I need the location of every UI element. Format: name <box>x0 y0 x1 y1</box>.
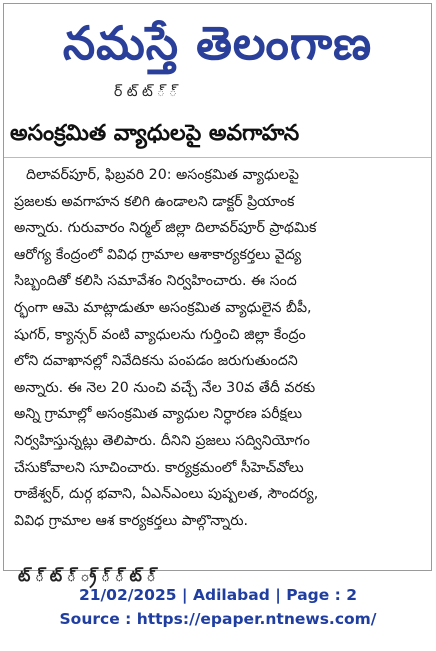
masthead <box>4 4 431 82</box>
cut-off-bottom-text <box>4 564 431 585</box>
cut-off-top-fragment: ర్ ట్ ట్ ్ ్ <box>114 84 177 100</box>
article-line: ర్భంగా ఆమె మాట్లాడుతూ అసంక్రమిత వ్యాధులైన బీపీ, <box>14 299 312 316</box>
article-headline: అసంక్రమిత వ్యాధులపై అవగాహన <box>10 121 300 146</box>
article-line: సిబ్బందితో కలిసి సమావేశం నిర్వహించారు. ఈ సంద <box>14 273 297 290</box>
article-line: అన్నారు. గురువారం నిర్మల్ జిల్లా దిలావర్‌పూర్ ప్రాథమిక <box>14 220 317 237</box>
article-line: నిర్వహిస్తున్నట్లు తెలిపారు. దీనిని ప్రజలు సద్వినియోగం <box>14 432 310 449</box>
cut-off-top-text <box>4 84 431 106</box>
article-line: చేసుకోవాలని సూచించారు. కార్యక్రమంలో సీహెచ్‌వోలు <box>14 459 304 476</box>
article-line: లోని దవాఖానల్లో నివేదికను పంపడం జరుగుతుందని <box>14 353 298 370</box>
article-line: అన్నారు. ఈ నెల 20 నుంచి వచ్చే నేల 30వ తేదీ వరకు <box>14 379 316 396</box>
article-line: దిలావర్‌పూర్‌, ఫిబ్రవరి 20: అసంక్రమిత వ్యాధులపై <box>26 167 299 183</box>
newspaper-clipping <box>3 3 432 585</box>
clipping-footer <box>0 583 436 631</box>
article-line: అన్ని గ్రామాల్లో అసంక్రమిత వ్యాధుల నిర్ధారణ పరీక్షలు <box>14 406 303 423</box>
article-line: షుగర్, క్యాన్సర్ వంటి వ్యాధులను గుర్తించి జిల్లా కేంద్రం <box>14 326 306 343</box>
headline-divider <box>4 157 431 158</box>
article-line: ప్రజలకు అవగాహన కలిగి ఉండాలని డాక్టర్ ప్రియాంక <box>14 193 295 210</box>
article-body <box>14 162 424 534</box>
masthead-title: నమస్తే తెలంగాణ <box>62 16 373 70</box>
footer-date-edition: 21/02/2025 | Adilabad | Page : 2 <box>78 586 358 604</box>
article-line: వివిధ గ్రామాల ఆశ కార్యకర్తలు పాల్గొన్నారు. <box>14 512 249 529</box>
cut-off-bottom-fragment: ట్ ్ ట్ ్ ్ర్ ్ ్ ట్ ్ <box>18 566 156 585</box>
footer-source: Source : https://epaper.ntnews.com/ <box>59 610 377 628</box>
article-line: ఆరోగ్య కేంద్రంలో వివిధ గ్రామాల ఆశాకార్యకర్తలు వైద్య <box>14 246 302 263</box>
article-line: రాజేశ్వర్, దుర్గ భవాని, ఏఎన్‌ఎంలు పుష్పలత, సౌందర్య, <box>14 486 319 503</box>
